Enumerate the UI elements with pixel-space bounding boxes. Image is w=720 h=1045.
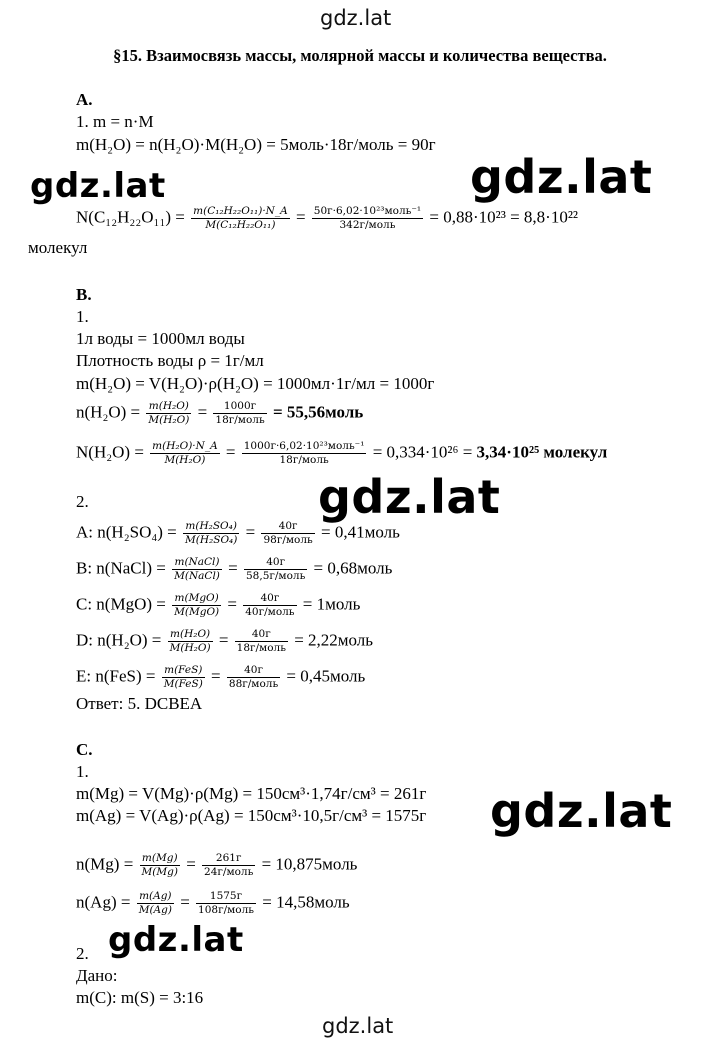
numerator: 1000г·6,02·10²³моль⁻¹ — [243, 440, 365, 452]
formula-result: = 1моль — [302, 594, 361, 614]
numerator: m(H₂O) — [168, 628, 213, 642]
item-number: 1. — [76, 762, 89, 781]
text-line: Дано: — [76, 966, 118, 985]
numerator: 40г — [261, 520, 314, 534]
numerator: m(C₁₂H₂₂O₁₁)·N_A — [193, 205, 288, 217]
page-title: §15. Взаимосвязь массы, молярной массы и количества вещества. — [113, 46, 607, 65]
denominator: 18г/моль — [279, 454, 329, 466]
denominator: M(Mg) — [141, 866, 178, 878]
formula-lhs: n(Mg) = — [76, 854, 134, 874]
formula-line: N(H₂O) = $\frac{\text{m(H₂O)·N\_A}}{\text{M(H₂O)}}$ = 1000г·6,02·10²³моль⁻¹ 18г/моль = 0,334·10²⁶ = 3,34·10²⁵ молекул — [76, 440, 608, 466]
numerator: 40г — [244, 556, 307, 570]
fraction — [137, 890, 174, 917]
fraction — [150, 440, 219, 467]
formula-line: n(H₂O) = $\frac{\text{m(H₂O)}}{\text{M(H₂O)}}$ = 1000г 18г/моль = 55,56моль — [76, 400, 364, 426]
formula-lhs: C: n(MgO) = — [76, 594, 166, 614]
denominator: M(Ag) — [138, 904, 172, 916]
formula-line: m(H₂O) = V(H₂O)·ρ(H₂O) = 1000мл·1г/мл = 1000г — [76, 374, 435, 393]
formula-row: C: n(MgO) = m(MgO) M(MgO) = 40г 40г/моль = 1моль — [76, 592, 361, 618]
formula-lhs: A: n(H₂SO₄) = — [76, 522, 177, 542]
formula-lhs: D: n(H₂O) = — [76, 630, 162, 650]
answer-line: Ответ: 5. DCBEA — [76, 694, 203, 713]
formula-lhs: B: n(NaCl) = — [76, 558, 166, 578]
numerator: 40г — [243, 592, 296, 606]
denominator: 88г/моль — [228, 678, 279, 690]
denominator: M(NaCl) — [174, 570, 220, 582]
fraction — [213, 400, 266, 427]
formula-mid: = 0,334·10²⁶ = — [372, 442, 473, 462]
numerator: 261г — [202, 852, 255, 866]
fraction — [162, 664, 205, 691]
watermark-big: gdz.lat — [30, 166, 166, 206]
watermark-top: gdz.lat — [320, 6, 392, 30]
formula-lhs: n(H₂O) = — [76, 402, 141, 422]
numerator: 40г — [235, 628, 288, 642]
fraction — [244, 556, 307, 583]
fraction — [140, 852, 180, 879]
denominator: M(FeS) — [163, 678, 203, 690]
formula-result: = 0,45моль — [286, 666, 366, 686]
denominator: M(H₂SO₄) — [185, 534, 238, 546]
watermark-big: gdz.lat — [108, 920, 244, 960]
fraction — [172, 592, 221, 619]
fraction — [168, 628, 213, 655]
fraction — [146, 400, 191, 427]
denominator: 18г/моль — [236, 642, 286, 654]
denominator: 18г/моль — [215, 414, 265, 426]
watermark-big: gdz.lat — [470, 150, 653, 204]
fraction — [235, 628, 288, 655]
formula-result: = 0,68моль — [313, 558, 393, 578]
item-number: 2. — [76, 492, 89, 511]
formula-result: = 0,41моль — [320, 522, 400, 542]
section-b-label: В. — [76, 285, 92, 304]
numerator: 1000г — [213, 400, 266, 414]
formula-result: = 0,88·10²³ = 8,8·10²² — [429, 207, 579, 227]
text-line: m(C): m(S) = 3:16 — [76, 988, 204, 1007]
watermark-big: gdz.lat — [490, 784, 673, 838]
formula-row: B: n(NaCl) = m(NaCl) M(NaCl) = 40г 58,5г/моль = 0,68моль — [76, 556, 393, 582]
fraction — [312, 205, 423, 232]
watermark-bottom: gdz.lat — [322, 1014, 394, 1038]
item-number: 1. — [76, 307, 89, 326]
denominator: M(C₁₂H₂₂O₁₁) — [205, 219, 276, 231]
formula-line: m(H₂O) = n(H₂O)·M(H₂O) = 5моль·18г/моль = 90г — [76, 135, 436, 154]
text-line: молекул — [28, 238, 88, 257]
formula-row: n(Mg) = $\frac{m(Mg)}{M(Mg)}$ = 261г 24г/моль = 10,875моль — [76, 852, 358, 878]
numerator: m(H₂SO₄) — [183, 520, 239, 534]
numerator: m(H₂O)·N_A — [152, 440, 218, 452]
denominator: M(H₂O) — [169, 642, 211, 654]
numerator: m(H₂O) — [146, 400, 191, 414]
formula-result: = 14,58моль — [262, 892, 350, 912]
section-c-label: С. — [76, 740, 93, 759]
fraction — [261, 520, 314, 547]
formula-row: D: n(H₂O) = $\frac{\text{m(H₂O)}}{\text{M(H₂O)}}$ = 40г 18г/моль = 2,22моль — [76, 628, 374, 654]
fraction — [191, 205, 290, 232]
fraction — [172, 556, 222, 583]
formula-row: E: n(FeS) = m(FeS) M(FeS) = 40г 88г/моль = 0,45моль — [76, 664, 366, 690]
formula-row: n(Ag) = $\frac{m(Ag)}{M(Ag)}$ = 1575г 108г/моль = 14,58моль — [76, 890, 350, 916]
fraction — [183, 520, 239, 547]
formula-result: = 2,22моль — [294, 630, 374, 650]
denominator: 342г/моль — [339, 219, 396, 231]
denominator: 40г/моль — [245, 606, 295, 618]
formula-row: A: n(H₂SO₄) = $\frac{\text{m(H₂SO₄)}}{\text{M(H₂SO₄)}}$ = 40г 98г/моль = 0,41моль — [76, 520, 400, 546]
denominator: 58,5г/моль — [246, 570, 306, 582]
formula-line: 1. m = n·M — [76, 112, 154, 131]
formula-result: 3,34·10²⁵ молекул — [476, 442, 608, 462]
fraction — [243, 592, 296, 619]
fraction — [242, 440, 367, 467]
fraction — [227, 664, 280, 691]
formula-lhs: E: n(FeS) = — [76, 666, 156, 686]
watermark-big: gdz.lat — [318, 470, 501, 524]
numerator: m(FeS) — [162, 664, 205, 678]
formula-lhs: N(C₁₂H₂₂O₁₁) = — [76, 207, 185, 227]
numerator: 40г — [227, 664, 280, 678]
denominator: 108г/моль — [198, 904, 254, 916]
text-line: 1л воды = 1000мл воды — [76, 329, 245, 348]
fraction — [202, 852, 255, 879]
numerator: 1575г — [196, 890, 256, 904]
denominator: M(H₂O) — [148, 414, 190, 426]
numerator: m(Mg) — [140, 852, 180, 866]
denominator: 98г/моль — [263, 534, 313, 546]
text-line: Плотность воды ρ = 1г/мл — [76, 351, 264, 370]
formula-line: m(Ag) = V(Ag)·ρ(Ag) = 150см³·10,5г/см³ = 1575г — [76, 806, 427, 825]
denominator: M(MgO) — [174, 606, 220, 618]
fraction — [196, 890, 256, 917]
formula-result: = 10,875моль — [261, 854, 358, 874]
numerator: m(Ag) — [137, 890, 174, 904]
section-a-label: А. — [76, 90, 93, 109]
formula-lhs: N(H₂O) = — [76, 442, 144, 462]
formula-result: = 55,56моль — [272, 402, 364, 422]
item-number: 2. — [76, 944, 89, 963]
numerator: m(NaCl) — [172, 556, 222, 570]
denominator: M(H₂O) — [164, 454, 206, 466]
denominator: 24г/моль — [204, 866, 254, 878]
formula-line: m(Mg) = V(Mg)·ρ(Mg) = 150см³·1,74г/см³ = 261г — [76, 784, 427, 803]
numerator: m(MgO) — [172, 592, 221, 606]
numerator: 50г·6,02·10²³моль⁻¹ — [313, 205, 422, 217]
formula-line: N(C₁₂H₂₂O₁₁) = $\frac{\text{m(C₁₂H₂₂O₁₁)·N\_A}}{\text{M(C₁₂H₂₂O₁₁)}}$ = 50г·6,02·10²³моль⁻¹ 342г/моль = 0,88·10²³ = 8,8·10²² — [76, 205, 579, 231]
formula-lhs: n(Ag) = — [76, 892, 131, 912]
